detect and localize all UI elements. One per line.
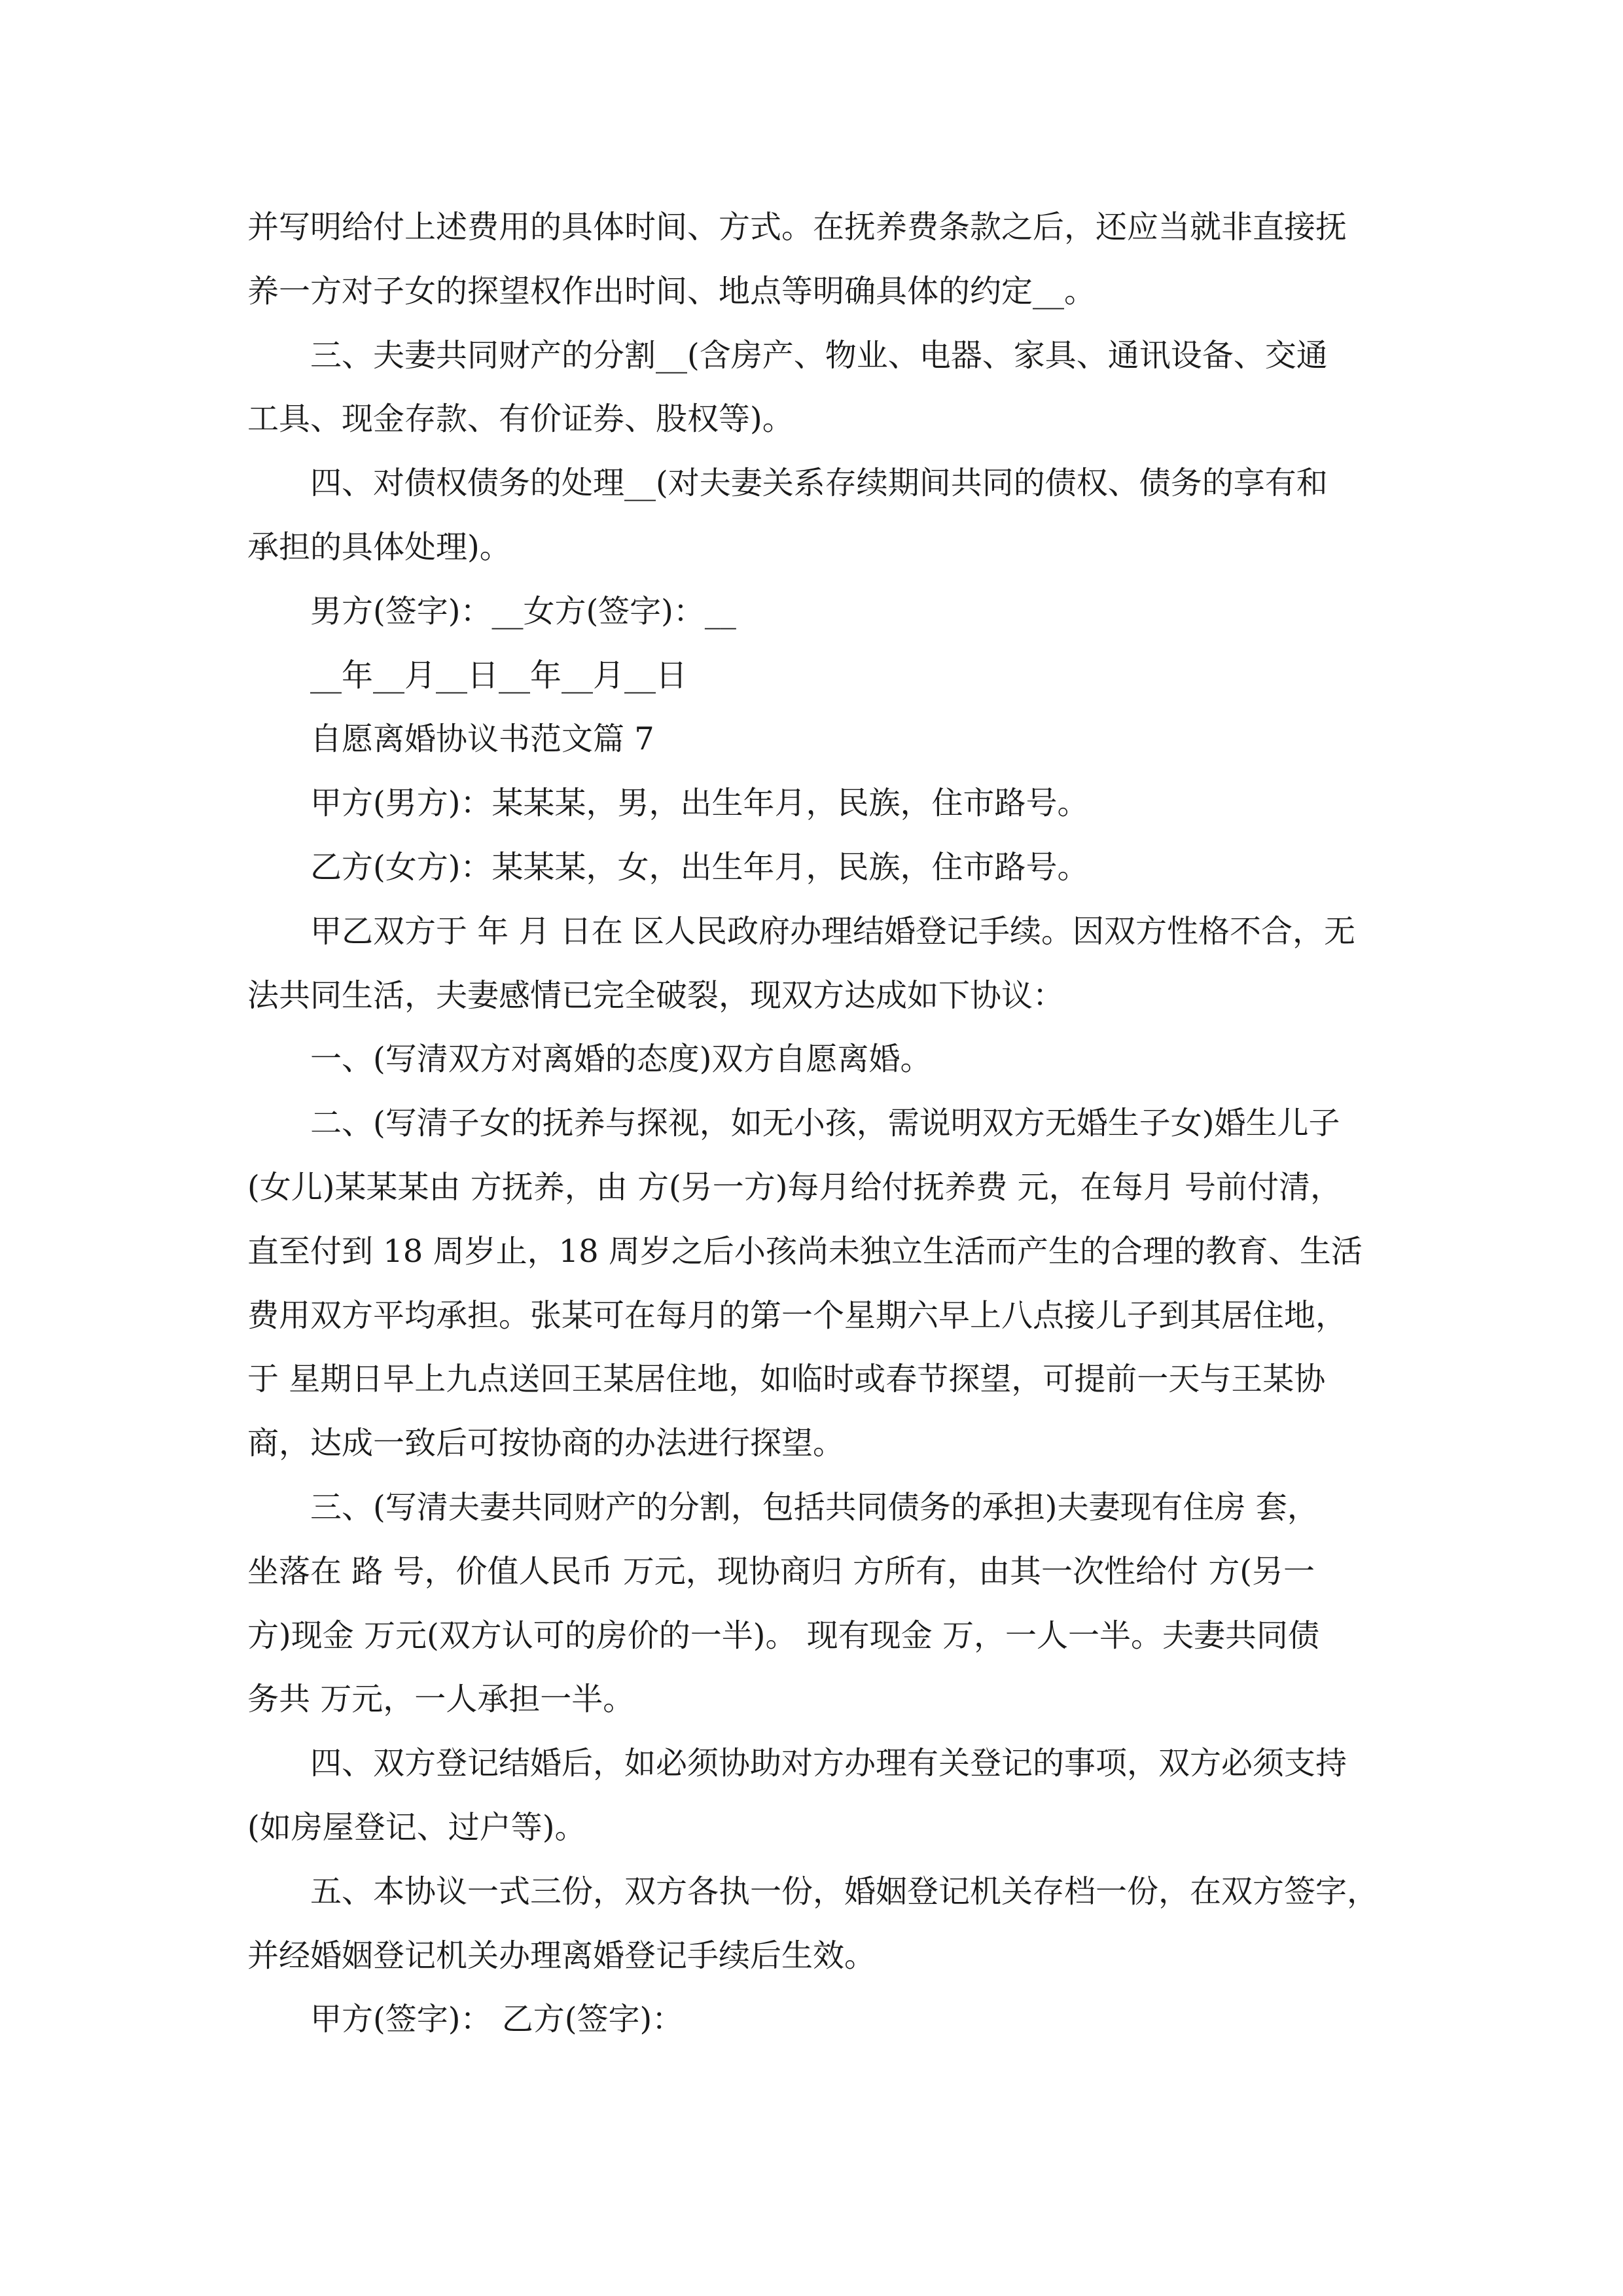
text-line: 工具、现金存款、有价证券、股权等)。 [247,401,794,438]
signature-line: 男方(签字)：__女方(签字)：__ [247,592,736,630]
text-line: 费用双方平均承担。张某可在每月的第一个星期六早上八点接儿子到其居住地， [247,1297,1347,1334]
text-line: 三、(写清夫妻共同财产的分割，包括共同债务的承担)夫妻现有住房 套， [247,1488,1319,1526]
text-line: 乙方(女方)：某某某，女，出生年月，民族，住市路号。 [247,848,1089,886]
text-line: (女儿)某某某由 方抚养，由 方(另一方)每月给付抚养费 元，在每月 号前付清， [247,1168,1342,1206]
text-line: 二、(写清子女的抚养与探视，如无小孩，需说明双方无婚生子女)婚生儿子 [247,1105,1340,1142]
text-line: 并写明给付上述费用的具体时间、方式。在抚养费条款之后，还应当就非直接抚 [247,209,1347,245]
text-line: 方)现金 万元(双方认可的房价的一半)。 现有现金 万，一人一半。夫妻共同债 [247,1617,1319,1654]
text-line: 法共同生活，夫妻感情已完全破裂，现双方达成如下协议： [247,977,1065,1014]
text-line: 甲乙双方于 年 月 日在 区人民政府办理结婚登记手续。因双方性格不合，无 [247,912,1356,950]
section-title: 自愿离婚协议书范文篇 7 [247,721,654,758]
text-line: 四、双方登记结婚后，如必须协助对方办理有关登记的事项，双方必须支持 [247,1745,1347,1782]
document-body [247,196,1419,2052]
signature-line: 甲方(签字)： 乙方(签字)： [247,2001,684,2038]
text-line: 务共 万元，一人承担一半。 [247,1681,635,1718]
text-line: 商，达成一致后可按协商的办法进行探望。 [247,1425,845,1462]
text-line: 三、夫妻共同财产的分割__(含房产、物业、电器、家具、通讯设备、交通 [247,336,1328,374]
text-line: 坐落在 路 号，价值人民币 万元，现协商归 方所有，由其一次性给付 方(另一 [247,1552,1315,1590]
text-line: 承担的具体处理)。 [247,528,511,565]
text-line: 于 星期日早上九点送回王某居住地，如临时或春节探望，可提前一天与王某协 [247,1361,1326,1398]
text-line: 并经婚姻登记机关办理离婚登记手续后生效。 [247,1937,876,1974]
text-line: 甲方(男方)：某某某，男，出生年月，民族，住市路号。 [247,785,1089,822]
text-line: 直至付到 18 周岁止，18 周岁之后小孩尚未独立生活而产生的合理的教育、生活 [247,1232,1363,1270]
text-line: 五、本协议一式三份，双方各执一份，婚姻登记机关存档一份，在双方签字， [247,1873,1379,1910]
text-line: 四、对债权债务的处理__(对夫妻关系存续期间共同的债权、债务的享有和 [247,465,1328,502]
text-line: (如房屋登记、过户等)。 [247,1808,586,1846]
text-line: 养一方对子女的探望权作出时间、地点等明确具体的约定__。 [247,272,1096,310]
date-line: __年__月__日__年__月__日 [247,656,688,694]
text-line: 一、(写清双方对离婚的态度)双方自愿离婚。 [247,1041,932,1078]
